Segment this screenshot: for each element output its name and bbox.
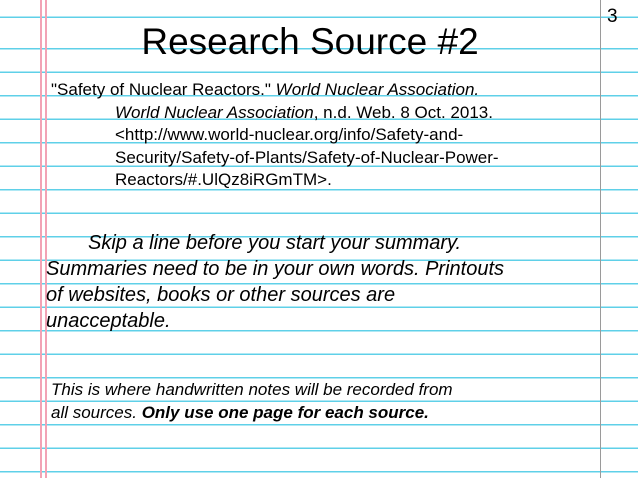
citation-article-title: "Safety of Nuclear Reactors." [51, 80, 276, 99]
citation-url-line-1: <http://www.world-nuclear.org/info/Safety-and- [115, 125, 464, 144]
citation-publisher: World Nuclear Association. [275, 80, 480, 99]
notes-line-2-text: all sources. [51, 403, 142, 422]
notes-line-1: This is where handwritten notes will be recorded from [51, 380, 453, 399]
instruction-line-2: Summaries need to be in your own words. Printouts [46, 258, 504, 280]
citation-url-line-2: Security/Safety-of-Plants/Safety-of-Nuclear-Power- [115, 147, 499, 167]
notes-line-2 [51, 401, 596, 424]
left-margin-line [40, 0, 42, 478]
page-title: Research Source #2 [141, 21, 479, 62]
citation-line-2 [51, 102, 599, 125]
citation-date: , n.d. Web. 8 Oct. 2013. [313, 102, 493, 122]
page-number: 3 [607, 6, 618, 27]
instruction-line-1: Skip a line before you start your summary. [88, 232, 462, 254]
notes-emphasis: Only use one page for each source. [141, 403, 429, 422]
citation-url-line-3: Reactors/#.UlQz8iRGmTM>. [115, 170, 332, 189]
notes-instructions [51, 378, 596, 424]
citation-line-1 [51, 79, 599, 102]
instruction-line-4: unacceptable. [46, 310, 171, 332]
summary-instructions [46, 230, 598, 334]
citation-block [51, 79, 599, 192]
right-margin-line [600, 0, 601, 478]
citation-sponsor: World Nuclear Association [115, 102, 314, 122]
instruction-line-3: of websites, books or other sources are [46, 284, 396, 306]
